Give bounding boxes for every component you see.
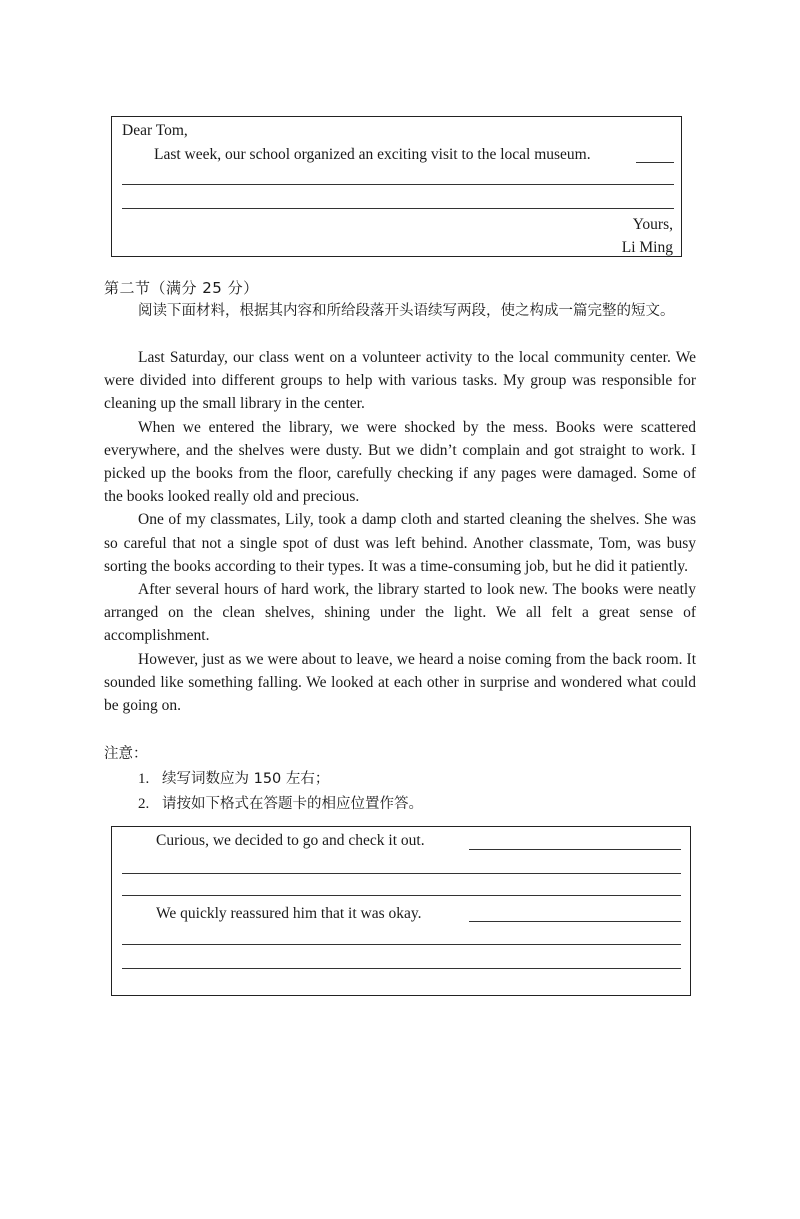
passage-paragraph: One of my classmates, Lily, took a damp cloth and started cleaning the shelves. She was so careful that not a single spot of dust was left behind. Another classmate, Tom, was busy sorting the books according to their types. It was a time-consuming job, but he did it patiently. bbox=[104, 511, 696, 575]
letter-signature: Li Ming bbox=[621, 239, 673, 256]
letter-closing: Yours, bbox=[632, 216, 673, 233]
note-text: 续写词数应为 150 左右； bbox=[162, 771, 330, 787]
letter-writing-line[interactable] bbox=[122, 184, 674, 185]
letter-salutation: Dear Tom, bbox=[122, 122, 188, 139]
letter-opening-sentence: Last week, our school organized an exciting visit to the local museum. bbox=[154, 146, 591, 163]
section-title: 第二节（满分 25 分） bbox=[104, 279, 259, 297]
answer-writing-line[interactable] bbox=[469, 921, 681, 922]
passage-paragraph: Last Saturday, our class went on a volunteer activity to the local community center. We were divided into different groups to help with various tasks. My group was responsible for cleaning up the small library in the center. bbox=[104, 349, 696, 413]
continuation-answer-box bbox=[111, 826, 691, 996]
note-text: 请按如下格式在答题卡的相应位置作答。 bbox=[162, 796, 423, 812]
note-number: 2. bbox=[138, 796, 150, 812]
passage-paragraph: However, just as we were about to leave, we heard a noise coming from the back room. It sounded like something falling. We looked at each other in surprise and wondered what could be going on. bbox=[104, 650, 696, 715]
passage-paragraph: After several hours of hard work, the library started to look new. The books were neatly arranged on the clean shelves, shining under the light. We all felt a great sense of accomplishment. bbox=[104, 581, 696, 645]
letter-blank-line[interactable] bbox=[636, 162, 674, 163]
paragraph-1-opening: Curious, we decided to go and check it out. bbox=[156, 832, 425, 849]
answer-writing-line[interactable] bbox=[122, 944, 681, 945]
note-item bbox=[138, 792, 423, 813]
answer-writing-line[interactable] bbox=[122, 968, 681, 969]
reading-passage bbox=[104, 346, 696, 717]
answer-writing-line[interactable] bbox=[469, 849, 681, 850]
notes-title: 注意： bbox=[104, 746, 148, 762]
section-instruction: 阅读下面材料，根据其内容和所给段落开头语续写两段，使之构成一篇完整的短文。 bbox=[138, 303, 675, 319]
passage-paragraph: When we entered the library, we were shocked by the mess. Books were scattered everywhere, and the shelves were dusty. But we didn’t complain and got straight to work. I picked up the books from the floor, carefully checking if any pages were damaged. Some of the books looked really old and precious. bbox=[104, 418, 696, 506]
paragraph-2-opening: We quickly reassured him that it was okay. bbox=[156, 905, 422, 922]
answer-writing-line[interactable] bbox=[122, 873, 681, 874]
note-item bbox=[138, 767, 329, 788]
letter-writing-line[interactable] bbox=[122, 208, 674, 209]
answer-writing-line[interactable] bbox=[122, 895, 681, 896]
note-number: 1. bbox=[138, 771, 150, 787]
letter-answer-box bbox=[111, 116, 682, 257]
